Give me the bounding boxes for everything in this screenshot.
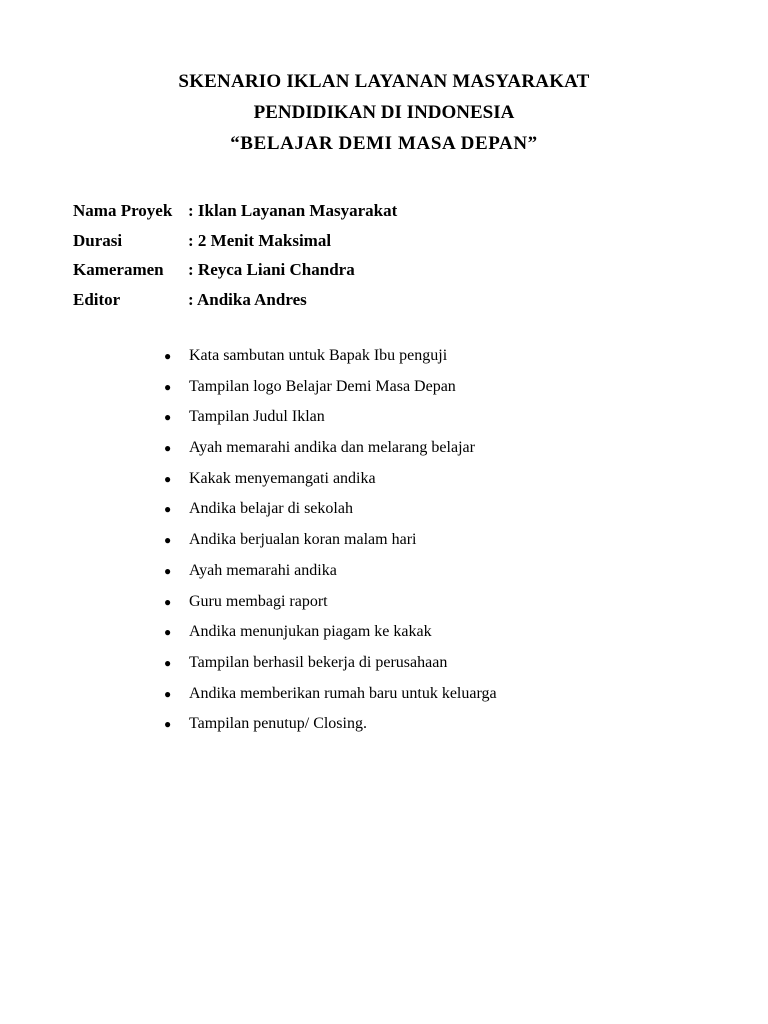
document-title [0, 66, 768, 159]
meta-row-cameraman [73, 255, 397, 285]
bullet-icon: ● [164, 717, 172, 732]
title-line-1: SKENARIO IKLAN LAYANAN MASYARAKAT [178, 71, 590, 92]
scene-text: Andika menunjukan piagam ke kakak [189, 623, 432, 641]
bullet-icon: ● [164, 471, 172, 486]
list-item [164, 587, 497, 618]
bullet-icon: ● [164, 441, 172, 456]
project-info [73, 196, 397, 314]
list-item [164, 556, 497, 587]
scene-text: Andika belajar di sekolah [189, 500, 353, 518]
scene-text: Ayah memarahi andika [189, 561, 337, 579]
meta-value: : Iklan Layanan Masyarakat [188, 201, 398, 220]
list-item [164, 709, 497, 740]
title-line-3: “BELAJAR DEMI MASA DEPAN” [230, 133, 538, 154]
scene-text: Andika memberikan rumah baru untuk keluarga [189, 684, 497, 702]
scene-text: Tampilan logo Belajar Demi Masa Depan [189, 377, 456, 395]
meta-value: : Andika Andres [188, 289, 307, 309]
bullet-icon: ● [164, 502, 172, 517]
bullet-icon: ● [164, 379, 172, 394]
meta-label: Durasi [73, 230, 123, 250]
meta-row-project-name [73, 196, 397, 226]
bullet-icon: ● [164, 594, 172, 609]
scene-text: Tampilan berhasil bekerja di perusahaan [189, 653, 448, 671]
meta-label: Kameramen [73, 260, 164, 279]
meta-value: : Reyca Liani Chandra [188, 260, 355, 279]
bullet-icon: ● [164, 533, 172, 548]
meta-label: Nama Proyek [73, 201, 173, 220]
bullet-icon: ● [164, 625, 172, 640]
bullet-icon: ● [164, 686, 172, 701]
scene-list [164, 341, 497, 740]
scene-text: Tampilan penutup/ Closing. [189, 715, 367, 733]
list-item [164, 372, 497, 403]
list-item [164, 494, 497, 525]
list-item [164, 648, 497, 679]
bullet-icon: ● [164, 410, 172, 425]
meta-row-editor [73, 285, 397, 315]
scene-text: Kata sambutan untuk Bapak Ibu penguji [189, 347, 448, 364]
list-item [164, 341, 497, 372]
meta-label: Editor [73, 289, 121, 309]
scene-text: Andika berjualan koran malam hari [189, 531, 417, 549]
bullet-icon: ● [164, 349, 172, 363]
scene-text: Ayah memarahi andika dan melarang belajar [189, 439, 475, 457]
title-line-2: PENDIDIKAN DI INDONESIA [253, 102, 515, 123]
list-item [164, 617, 497, 648]
bullet-icon: ● [164, 655, 172, 670]
meta-row-duration [73, 226, 397, 256]
list-item [164, 525, 497, 556]
scene-text: Guru membagi raport [189, 592, 328, 610]
meta-value: : 2 Menit Maksimal [188, 230, 332, 250]
list-item [164, 464, 497, 495]
scene-text: Kakak menyemangati andika [189, 469, 376, 487]
list-item [164, 433, 497, 464]
list-item [164, 402, 497, 433]
scene-text: Tampilan Judul Iklan [189, 408, 325, 426]
list-item [164, 679, 497, 710]
bullet-icon: ● [164, 563, 172, 578]
